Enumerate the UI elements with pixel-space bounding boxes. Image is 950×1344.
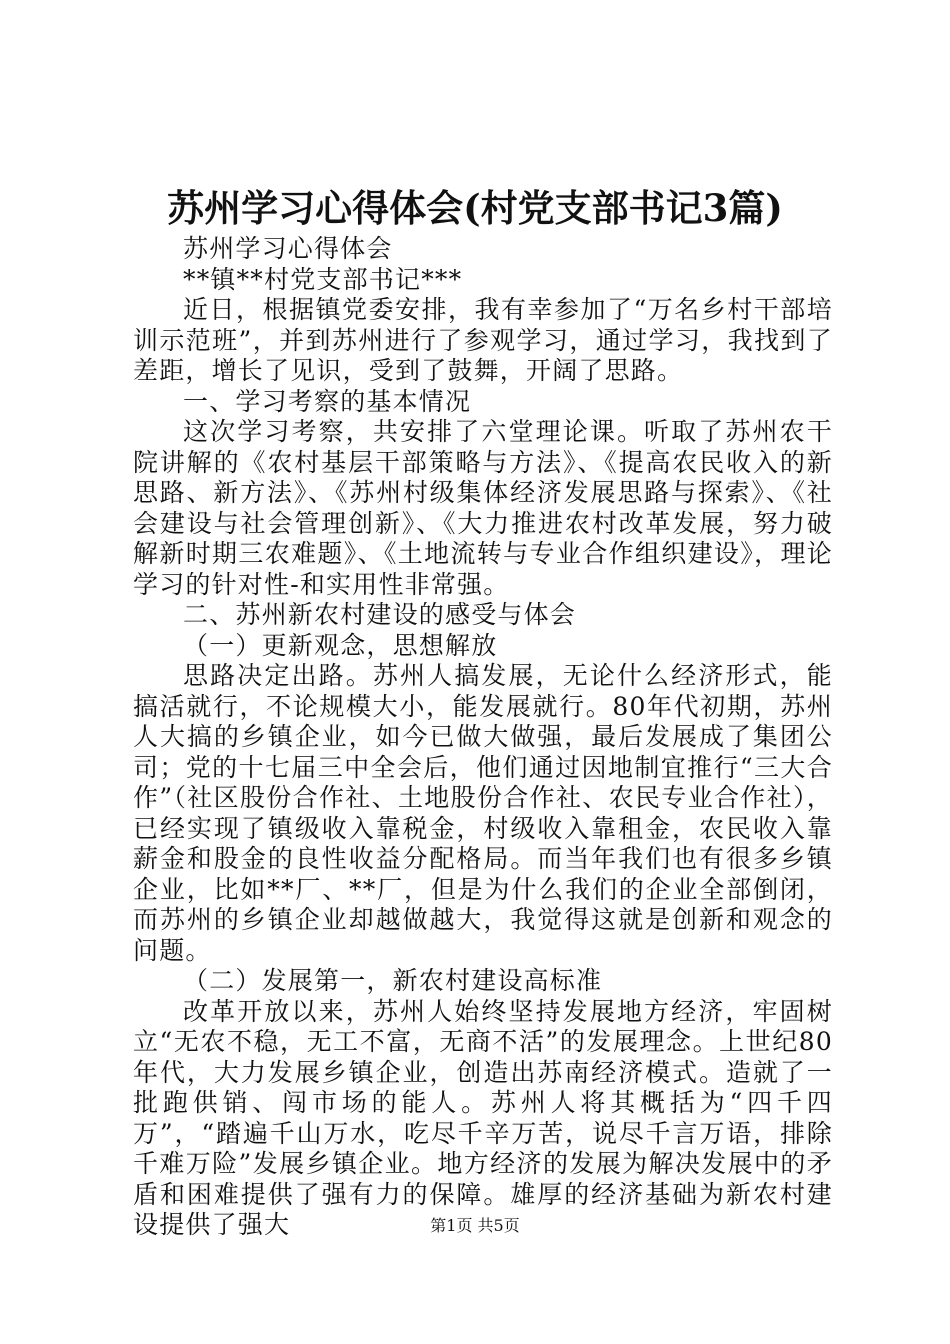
paragraph-development: 改革开放以来，苏州人始终坚持发展地方经济，牢固树立“无农不稳，无工不富，无商不活”的发展理念。上世纪80年代，大力发展乡镇企业，创造出苏南经济模式。造就了一批跑供销、闯市场的能人。苏州人将其概括为“四千四万”，“踏遍千山万水，吃尽千辛万苦，说尽千言万语，排除千难万险”发展乡镇企业。地方经济的发展为解决发展中的矛盾和困难提供了强有力的保障。雄厚的经济基础为新农村建设提供了强大 [133,996,833,1239]
document-title: 苏州学习心得体会(村党支部书记3篇) [167,186,783,230]
section-heading-2: 二、苏州新农村建设的感受与体会 [183,600,577,629]
subtitle: 苏州学习心得体会 [183,234,393,263]
intro-paragraph: 近日，根据镇党委安排，我有幸参加了“万名乡村干部培训示范班”，并到苏州进行了参观学习，通过学习，我找到了差距，增长了见识，受到了鼓舞，开阔了思路。 [133,295,833,385]
paragraph-courses: 这次学习考察，共安排了六堂理论课。听取了苏州农干院讲解的《农村基层干部策略与方法》、《提高农民收入的新思路、新方法》、《苏州村级集体经济发展思路与探索》、《社会建设与社会管理创新》、《大力推进农村改革发展，努力破解新时期三农难题》、《土地流转与专业合作组织建设》，理论学习的针对性-和实用性非常强。 [133,417,833,599]
subsection-heading-1: （一）更新观念，思想解放 [183,630,498,660]
document-body [133,234,833,1241]
page-footer: 第1页 共5页 [430,1216,520,1235]
author-line: **镇**村党支部书记*** [183,264,463,294]
section-heading-1: 一、学习考察的基本情况 [183,386,472,416]
paragraph-mindset: 思路决定出路。苏州人搞发展，无论什么经济形式，能搞活就行，不论规模大小，能发展就行。80年代初期，苏州人大搞的乡镇企业，如今已做大做强，最后发展成了集团公司；党的十七届三中全会后，他们通过因地制宜推行“三大合作”（社区股份合作社、土地股份合作社、农民专业合作社），已经实现了镇级收入靠税金，村级收入靠租金，农民收入靠薪金和股金的良性收益分配格局。而当年我们也有很多乡镇企业，比如**厂、**厂，但是为什么我们的企业全部倒闭，而苏州的乡镇企业却越做越大，我觉得这就是创新和观念的问题。 [133,661,833,965]
subsection-heading-2: （二）发展第一，新农村建设高标准 [183,966,603,995]
